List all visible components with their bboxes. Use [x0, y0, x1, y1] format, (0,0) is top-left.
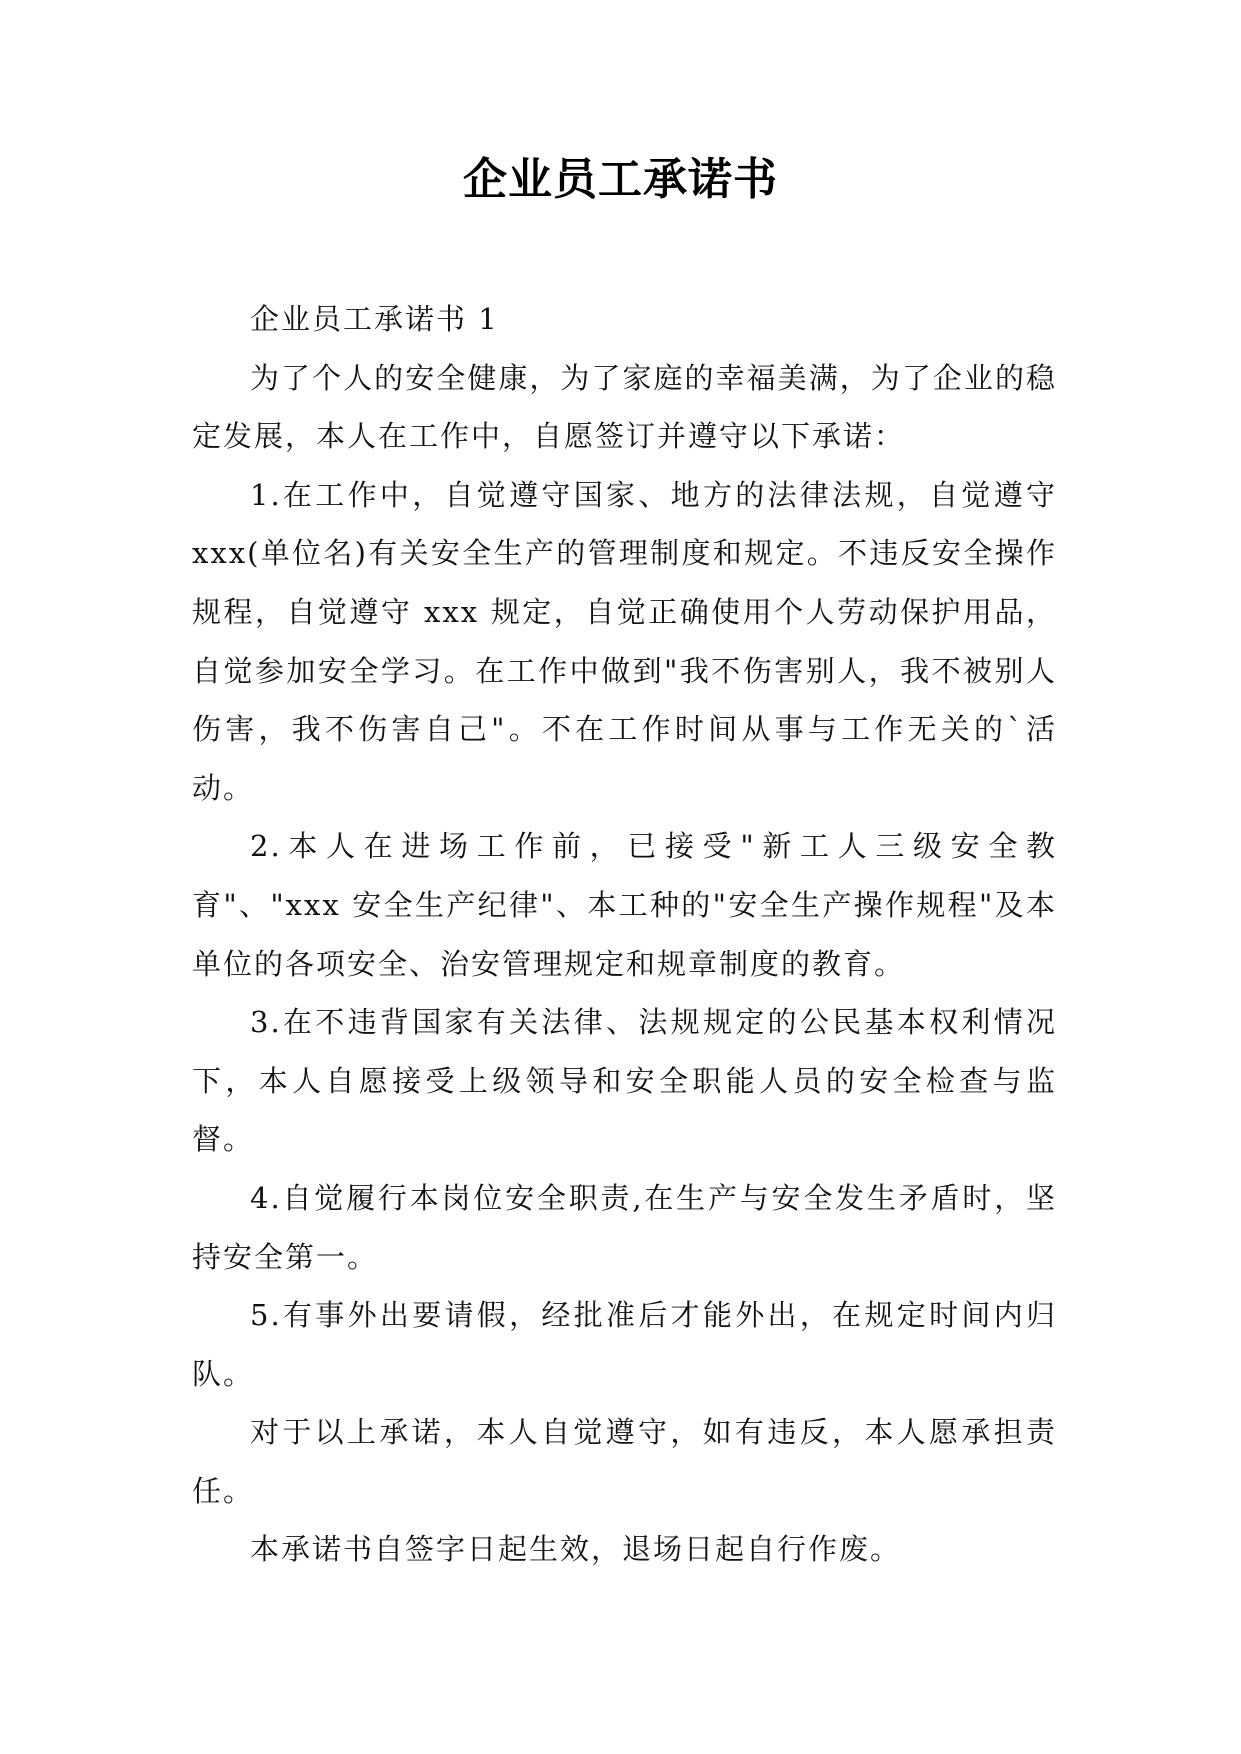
document-title: 企业员工承诺书 — [463, 154, 778, 205]
paragraph-validity: 本承诺书自签字日起生效，退场日起自行作废。 — [250, 1532, 902, 1567]
paragraph-item-3: 3.在不违背国家有关法律、法规规定的公民基本权利情况下，本人自愿接受上级领导和安全职能人员的安全检查与监督。 — [192, 1005, 1057, 1157]
paragraph-closing: 对于以上承诺，本人自觉遵守，如有违反，本人愿承担责任。 — [192, 1415, 1057, 1508]
paragraph-item-5: 5.有事外出要请假，经批准后才能外出，在规定时间内归队。 — [192, 1298, 1057, 1391]
document-body — [192, 290, 1057, 1579]
paragraph-item-2: 2.本人在进场工作前，已接受"新工人三级安全教育"、"xxx 安全生产纪律"、本工种的"安全生产操作规程"及本单位的各项安全、治安管理规定和规章制度的教育。 — [192, 829, 1057, 981]
paragraph-item-4: 4.自觉履行本岗位安全职责,在生产与安全发生矛盾时，坚持安全第一。 — [192, 1180, 1057, 1274]
paragraph-intro: 为了个人的安全健康，为了家庭的幸福美满，为了企业的稳定发展，本人在工作中，自愿签订并遵守以下承诺： — [192, 360, 1057, 454]
section-heading: 企业员工承诺书 1 — [250, 302, 499, 336]
paragraph-item-1: 1.在工作中，自觉遵守国家、地方的法律法规，自觉遵守 xxx(单位名)有关安全生产的管理制度和规定。不违反安全操作规程，自觉遵守 xxx 规定，自觉正确使用个人劳动保护用品，自觉参加安全学习。在工作中做到"我不伤害别人，我不被别人伤害，我不伤害自己"。不在工作时间从事与工作无关的`活动。 — [192, 477, 1057, 805]
